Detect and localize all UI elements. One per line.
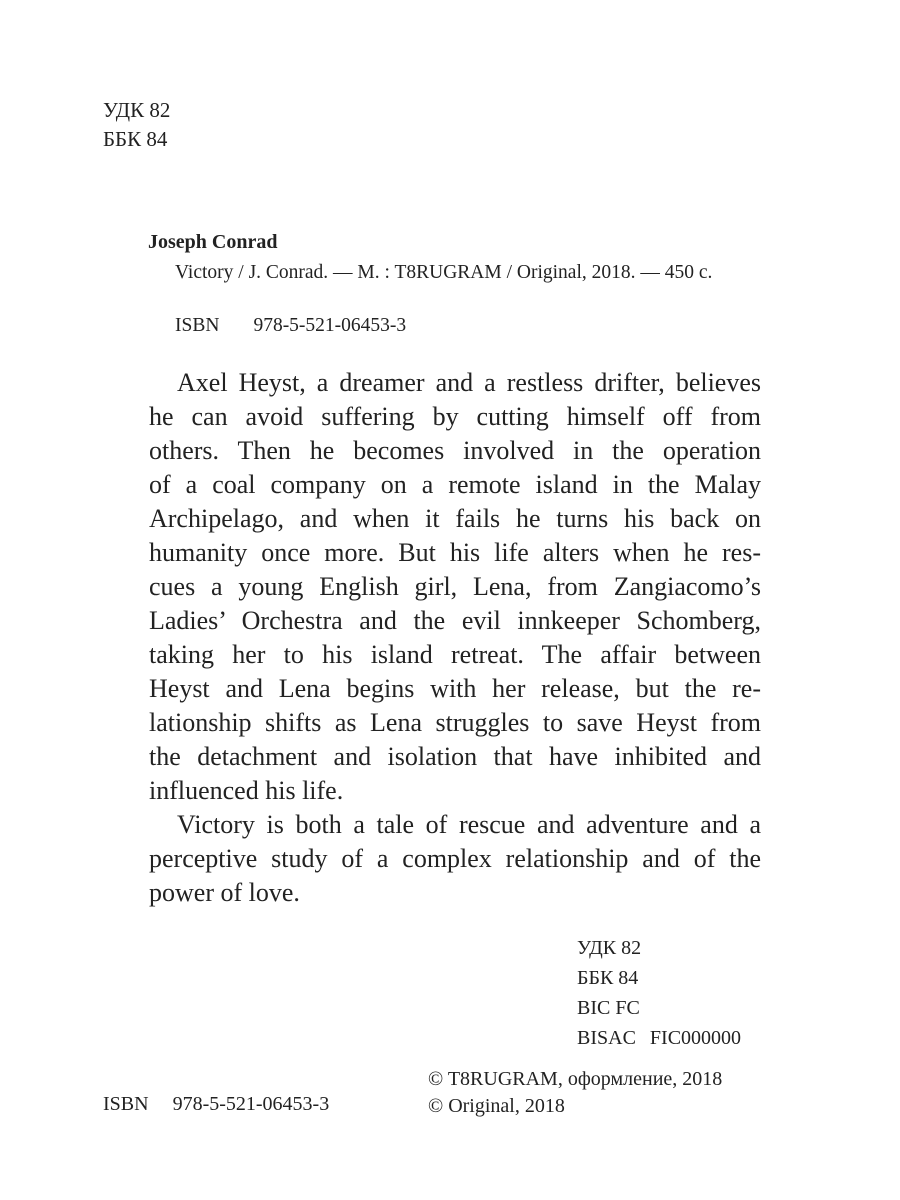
annotation-line: Heyst and Lena begins with her release, but the re- [149, 674, 761, 703]
bisac-number: FIC000000 [649, 1027, 742, 1049]
bottom-classification-codes [577, 933, 741, 1053]
annotation-line: Ladies’ Orchestra and the evil innkeeper Schomberg, [149, 606, 761, 635]
annotation-line: cues a young English girl, Lena, from Zangiacomo’s [149, 572, 761, 601]
isbn-number: 978-5-521-06453-3 [172, 1093, 330, 1115]
author-name: Joseph Conrad [148, 231, 278, 253]
annotation-line: of a coal company on a remote island in the Malay [149, 470, 761, 499]
isbn-entry [175, 315, 406, 337]
annotation-line: others. Then he becomes involved in the operation [149, 436, 761, 465]
bibliographic-record: Victory / J. Conrad. — M. : T8RUGRAM / Original, 2018. — 450 с. [175, 262, 713, 283]
isbn-number: 978-5-521-06453-3 [253, 315, 407, 336]
udk-code: УДК 82 [103, 98, 171, 122]
bbk-code: ББК 84 [577, 967, 639, 989]
annotation-line: Archipelago, and when it fails he turns his back on [149, 504, 761, 533]
copyright-notices [428, 1066, 722, 1120]
annotation-line: power of love. [149, 878, 300, 907]
annotation-line: the detachment and isolation that have inhibited and [149, 742, 761, 771]
annotation-line: taking her to his island retreat. The affair between [149, 640, 761, 669]
isbn-label: ISBN [175, 315, 220, 336]
annotation-line: humanity once more. But his life alters when he res- [149, 538, 761, 567]
annotation-line: influenced his life. [149, 776, 344, 805]
bisac-code [577, 1023, 741, 1053]
copyright-design: © T8RUGRAM, оформление, 2018 [428, 1068, 723, 1090]
annotation-line: perceptive study of a complex relationship and of the [149, 844, 761, 873]
annotation-line: Victory is both a tale of rescue and adventure and a [177, 810, 761, 839]
top-classification-codes [103, 96, 170, 154]
udk-code: УДК 82 [577, 937, 642, 959]
annotation-line: lationship shifts as Lena struggles to save Heyst from [149, 708, 761, 737]
bisac-label: BISAC [577, 1027, 636, 1049]
annotation-line: Axel Heyst, a dreamer and a restless drifter, believes [177, 368, 761, 397]
annotation-line: he can avoid suffering by cutting himself off from [149, 402, 761, 431]
copyright-original: © Original, 2018 [428, 1095, 565, 1117]
annotation-text [149, 366, 761, 910]
bic-code: BIC FC [577, 997, 640, 1019]
isbn-label: ISBN [103, 1093, 149, 1115]
bbk-code: ББК 84 [103, 127, 168, 151]
footer-isbn [103, 1093, 329, 1116]
